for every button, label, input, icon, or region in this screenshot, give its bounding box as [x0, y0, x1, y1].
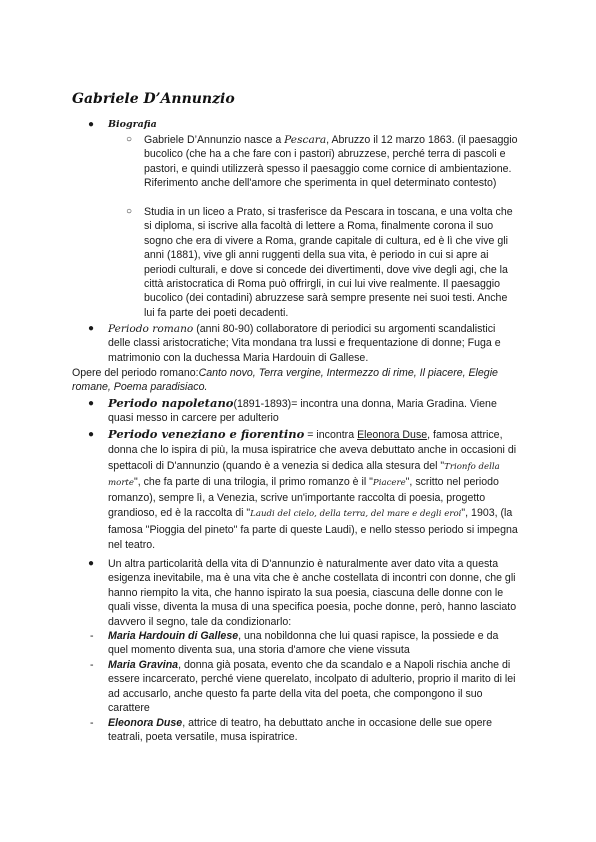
- birth-place: Pescara: [284, 134, 327, 146]
- section-heading-biografia: [108, 117, 518, 132]
- work-title-piacere: Piacere: [372, 477, 406, 488]
- woman-text: , una nobildonna che lui quasi rapisce, la possiede e da quel momento diventa sua, una storia d'amore che viene vissuta: [108, 630, 499, 657]
- veneziano-text-5: ", 1903, (la famosa "Pioggia del pineto" fa parte di queste Laudi), e nello stesso periodo si impegna nel teatro.: [108, 507, 518, 552]
- woman-text: , attrice di teatro, ha debuttato anche in occasione delle sue opere teatrali, poeta versatile, musa ispiratrice.: [108, 717, 492, 744]
- opere-list: Canto novo, Terra vergine, Intermezzo di rime, Il piacere, Elegie romane, Poema paradisiaco.: [72, 367, 498, 394]
- bullet-icon: ●: [88, 429, 95, 440]
- opere-periodo-romano: [72, 366, 520, 395]
- list-item-woman: [108, 716, 518, 745]
- altra-particolarita-item: Un altra particolarità della vita di D'annunzio è naturalmente aver dato vita a questa esigenza inevitabile, ma è una vita che è anche costellata di incontri con donne, che gli hanno riempito la vita, che hanno ispirato la sua poesia, ciascuna delle donne con le quali visse, diventa la musa di una specifica poesia, poche donne, però, hanno lasciato davvero il segno, tale da condizionarlo:: [108, 558, 517, 628]
- bullet-icon: ●: [88, 323, 95, 334]
- dash-bullet: -: [90, 630, 94, 642]
- veneziano-text-3: ", che fa parte di una trilogia, il primo romanzo è il ": [133, 475, 373, 488]
- veneziano-text-1: = incontra: [304, 429, 358, 441]
- work-title-laudi: Laudi del cielo, della terra, del mare e degli eroi: [250, 509, 462, 520]
- list-item-woman: [108, 658, 518, 716]
- woman-text: , donna già posata, evento che da scandalo e a Napoli rischia anche di essere incarcerato, perché viene querelato, incolpato di adulterio, proprio il marito di lei ad accusarlo, anche questo fa parte della vita del poeta, che compongono il suo carattere: [108, 659, 516, 715]
- page-title: Gabriele D’Annunzio: [72, 91, 235, 107]
- biografia-heading: Biografia: [108, 119, 157, 130]
- periodo-napoletano-text: (1891-1893)= incontra una donna, Maria Gradina. Viene quasi messo in carcere per adulterio: [108, 398, 497, 425]
- list-item-woman: [108, 629, 518, 658]
- circle-bullet-icon: ○: [126, 134, 133, 145]
- periodo-napoletano-item: [108, 396, 518, 426]
- periodo-napoletano-label: Periodo napoletano: [108, 396, 234, 410]
- bio-item-birth: [144, 133, 520, 191]
- periodo-romano-text: (anni 80-90) collaboratore di periodici su argomenti scandalistici delle classi aristocratiche; Vita mondana tra lussi e frequentazione di donne; Fuga e matrimonio con la duchessa Maria Hardouin di Gallese.: [108, 323, 501, 364]
- bullet-icon: ●: [88, 119, 95, 130]
- bullet-icon: ●: [88, 558, 95, 569]
- opere-label: Opere del periodo romano:: [72, 367, 199, 379]
- circle-bullet-icon: ○: [126, 206, 133, 217]
- woman-name: Maria Hardouin di Gallese: [108, 630, 239, 642]
- woman-name: Eleonora Duse: [108, 717, 183, 729]
- dash-bullet: -: [90, 717, 94, 729]
- bullet-icon: ●: [88, 398, 95, 409]
- bio-item-birth-text: Gabriele D’Annunzio nasce a: [144, 134, 285, 146]
- periodo-veneziano-label: Periodo veneziano e fiorentino: [108, 427, 305, 441]
- periodo-romano-item: [108, 322, 518, 365]
- periodo-veneziano-item: [108, 427, 518, 553]
- dash-bullet: -: [90, 659, 94, 671]
- eleonora-duse-link[interactable]: Eleonora Duse: [357, 429, 428, 441]
- bio-item-studies: Studia in un liceo a Prato, si trasferisce da Pescara in toscana, e una volta che si diploma, si iscrive alla facoltà di lettere a Roma, finalmente corona il suo sogno che era di vivere a Roma, grande capitale di cultura, ed è lì che vive gli anni (1881), vive gli anni ruggenti della sua vita, è periodo in cui si apre ai periodi culturali, e dove si concede dei divertimenti, dove vive degli agi, che la città aristocratica di Roma può offrirgli, in cui lui vive realmente. Il paesaggio bucolico (dei contadini) abruzzese sarà sempre presente nei suoi testi. Anche lui fa parte dei poeti decadenti.: [144, 206, 513, 319]
- work-title-trionfo: Trionfo della morte: [108, 461, 500, 488]
- veneziano-text-2: , famosa attrice, donna che lo ispira di più, la musa ispiratrice che aveva debuttato anche in occasioni di spettacoli di D'annunzio (quando è a venezia si dedica alla stesura del ": [108, 429, 517, 472]
- bio-item-birth-text-2: , Abruzzo il 12 marzo 1863. (il paesaggio bucolico (che ha a che fare con i pastori) abruzzese, perché terra di pascoli e pastori, e quindi utilizzerà spesso il paesaggio come cornice di ambientazione. Riferimento anche dell'amore che sperimenta in quel determinato contesto): [144, 134, 518, 190]
- periodo-romano-label: Periodo romano: [108, 323, 194, 335]
- woman-name: Maria Gravina: [108, 659, 179, 671]
- veneziano-text-4: ", scritto nel periodo romanzo), sempre lì, a Venezia, scrive un'importante raccolta di poesia, progetto grandioso, ed è la raccolta di ": [108, 475, 499, 520]
